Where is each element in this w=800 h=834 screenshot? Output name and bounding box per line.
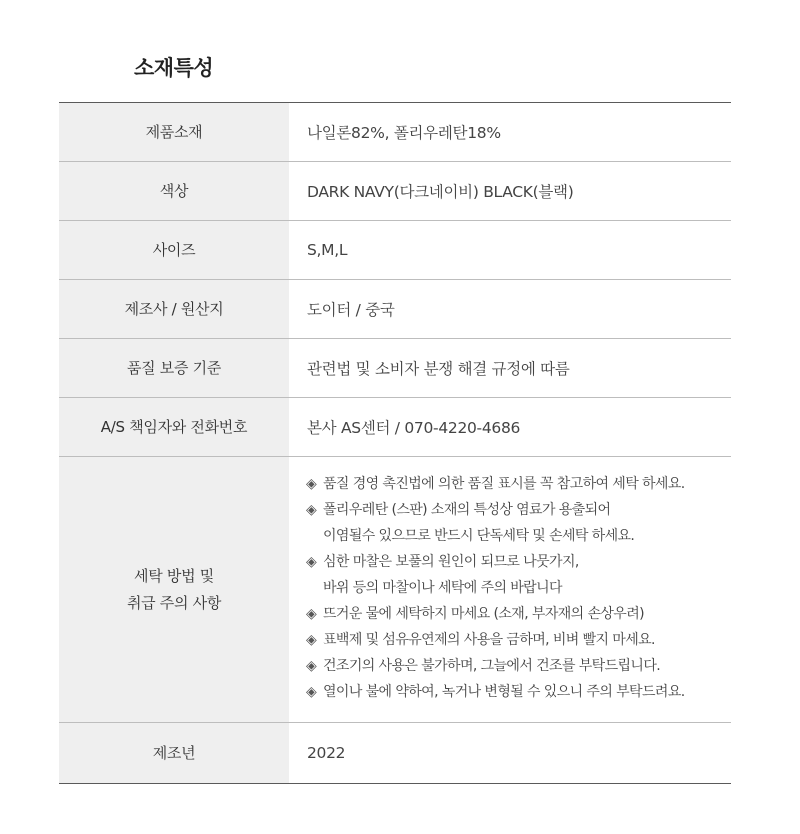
care-note: ◈ 건조기의 사용은 불가하며, 그늘에서 건조를 부탁드립니다. bbox=[306, 653, 731, 679]
care-note-continued: 이염될수 있으므로 반드시 단독세탁 및 손세탁 하세요. bbox=[323, 528, 635, 544]
care-note: ◈ 폴리우레탄 (스판) 소재의 특성상 염료가 용출되어 bbox=[306, 497, 731, 523]
care-note: ◈ 표백제 및 섬유유연제의 사용을 금하며, 비벼 빨지 마세요. bbox=[306, 627, 731, 653]
spec-label: 제품소재 bbox=[59, 103, 289, 161]
care-note: ◈ 심한 마찰은 보풀의 원인이 되므로 나뭇가지, bbox=[306, 549, 731, 575]
diamond-bullet-icon: ◈ bbox=[306, 476, 317, 492]
care-label-line: 취급 주의 사항 bbox=[126, 593, 222, 612]
spec-row-as-contact bbox=[59, 398, 731, 457]
care-notes bbox=[289, 457, 731, 722]
spec-value: S,M,L bbox=[307, 241, 348, 259]
spec-row-quality-guarantee bbox=[59, 339, 731, 398]
section-title: 소재특성 bbox=[134, 56, 214, 80]
spec-row-manufacture-year bbox=[59, 723, 731, 784]
spec-label: 사이즈 bbox=[59, 221, 289, 279]
spec-row-color bbox=[59, 162, 731, 221]
diamond-bullet-icon: ◈ bbox=[306, 606, 317, 622]
spec-row-size bbox=[59, 221, 731, 280]
spec-value: 관련법 및 소비자 분쟁 해결 규정에 따름 bbox=[307, 360, 570, 378]
spec-row-material bbox=[59, 103, 731, 162]
material-spec-table bbox=[59, 102, 731, 784]
care-note: ◈ 품질 경영 촉진법에 의한 품질 표시를 꼭 참고하여 세탁 하세요. bbox=[306, 471, 731, 497]
spec-value: 2022 bbox=[307, 744, 346, 762]
diamond-bullet-icon: ◈ bbox=[306, 554, 317, 570]
care-label-line: 세탁 방법 및 bbox=[134, 567, 214, 586]
spec-label: A/S 책임자와 전화번호 bbox=[59, 398, 289, 456]
spec-row-care-instructions bbox=[59, 457, 731, 723]
care-note: ◈ 열이나 불에 약하여, 녹거나 변형될 수 있으니 주의 부탁드려요. bbox=[306, 679, 731, 705]
spec-value: 본사 AS센터 / 070-4220-4686 bbox=[307, 419, 521, 437]
diamond-bullet-icon: ◈ bbox=[306, 502, 317, 518]
spec-label: 품질 보증 기준 bbox=[59, 339, 289, 397]
spec-row-manufacturer-origin bbox=[59, 280, 731, 339]
spec-value: 도이터 / 중국 bbox=[307, 301, 395, 319]
spec-value: DARK NAVY(다크네이비) BLACK(블랙) bbox=[307, 183, 574, 201]
care-note: ◈ 뜨거운 물에 세탁하지 마세요 (소재, 부자재의 손상우려) bbox=[306, 601, 731, 627]
diamond-bullet-icon: ◈ bbox=[306, 658, 317, 674]
spec-label: 제조년 bbox=[59, 723, 289, 783]
care-note-continued: 바위 등의 마찰이나 세탁에 주의 바랍니다 bbox=[323, 580, 562, 596]
diamond-bullet-icon: ◈ bbox=[306, 632, 317, 648]
spec-label: 제조사 / 원산지 bbox=[59, 280, 289, 338]
spec-label: 색상 bbox=[59, 162, 289, 220]
care-label bbox=[59, 457, 289, 722]
spec-value: 나일론82%, 폴리우레탄18% bbox=[307, 124, 501, 142]
diamond-bullet-icon: ◈ bbox=[306, 684, 317, 700]
